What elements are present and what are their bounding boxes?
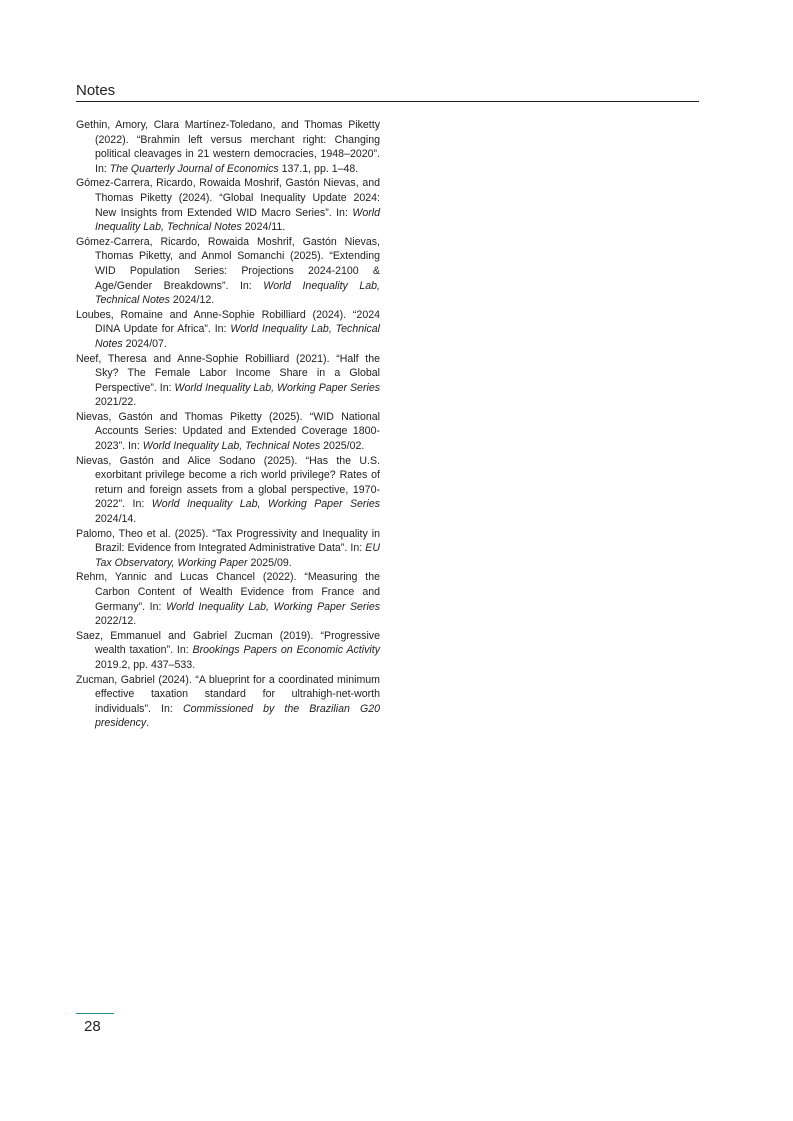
reference-details: . <box>146 717 150 730</box>
reference-text: Gómez-Carrera, Ricardo, Rowaida Moshrif, Gastón Nievas, and Thomas Piketty (2024). “Global Inequality Update 2024: New Insights from Extended WID Macro Series”. In: <box>76 177 380 219</box>
reference-text: Loubes, Romaine and Anne-Sophie Robilliard (2024). “2024 DINA Update for Africa”. In: <box>76 308 380 336</box>
reference-text: Neef, Theresa and Anne-Sophie Robilliard (2021). “Half the Sky? The Female Labor Income Share in a Global Perspective”. In: <box>76 352 380 394</box>
reference-item <box>76 308 380 352</box>
reference-details: 2019.2, pp. 437–533. <box>95 658 196 671</box>
reference-venue: World Inequality Lab, Technical Notes <box>95 279 380 307</box>
reference-item <box>76 629 380 673</box>
reference-details: 2022/12. <box>95 615 137 628</box>
reference-text: Gómez-Carrera, Ricardo, Rowaida Moshrif, Gastón Nievas, Thomas Piketty, and Anmol Somanchi (2025). “Extending WID Population Series: Projections 2024-2100 & Age/Gender Breakdowns”. In: <box>76 235 380 292</box>
reference-venue: World Inequality Lab, Working Paper Series <box>166 600 381 613</box>
page-number: 28 <box>84 1018 101 1035</box>
header-rule <box>76 101 699 102</box>
reference-details: 2025/02. <box>320 440 365 453</box>
reference-details: 2024/14. <box>95 513 137 526</box>
reference-details: 2021/22. <box>95 396 137 409</box>
reference-venue: World Inequality Lab, Working Paper Series <box>151 498 381 511</box>
reference-item <box>76 176 380 234</box>
reference-details: 2025/09. <box>247 556 292 569</box>
reference-venue: Commissioned by the Brazilian G20 presidency <box>95 702 380 730</box>
reference-text: Gethin, Amory, Clara Martínez-Toledano, and Thomas Piketty (2022). “Brahmin left versus merchant right: Changing political cleavages in 21 western democracies, 1948–2020”. In: <box>76 119 380 175</box>
reference-text: Nievas, Gastón and Alice Sodano (2025). “Has the U.S. exorbitant privilege become a rich world privilege? Rates of return and foreign assets from a global perspective, 1970-2022”. In: <box>76 454 380 511</box>
reference-text: Rehm, Yannic and Lucas Chancel (2022). “Measuring the Carbon Content of Wealth Evidence from France and Germany”. In: <box>76 571 380 613</box>
reference-text: Zucman, Gabriel (2024). “A blueprint for a coordinated minimum effective taxation standard for ultrahigh-net-worth individuals”. In: <box>76 673 380 715</box>
reference-item <box>76 235 380 308</box>
reference-venue: World Inequality Lab, Technical Notes <box>95 323 380 350</box>
page-number-rule <box>76 1013 114 1014</box>
reference-item <box>76 454 380 527</box>
reference-list <box>76 118 380 731</box>
reference-venue: World Inequality Lab, Technical Notes <box>142 440 321 453</box>
reference-item <box>76 570 380 628</box>
section-title: Notes <box>76 82 116 99</box>
reference-venue: World Inequality Lab, Technical Notes <box>95 206 380 234</box>
reference-item <box>76 352 380 410</box>
reference-venue: EU Tax Observatory, Working Paper <box>95 542 380 569</box>
reference-item <box>76 527 380 571</box>
reference-venue: Brookings Papers on Economic Activity <box>192 644 380 657</box>
reference-text: Nievas, Gastón and Thomas Piketty (2025). “WID National Accounts Series: Updated and Extended Coverage 1800-2023”. In: <box>76 410 380 453</box>
reference-details: 2024/11. <box>241 221 286 234</box>
reference-venue: World Inequality Lab, Working Paper Series <box>174 381 381 394</box>
reference-details: 137.1, pp. 1–48. <box>278 162 359 175</box>
reference-details: 2024/07. <box>122 337 167 350</box>
reference-details: 2024/12. <box>169 294 215 307</box>
reference-item <box>76 118 380 176</box>
reference-item <box>76 410 380 454</box>
reference-venue: The Quarterly Journal of Economics <box>109 162 279 175</box>
reference-item <box>76 673 380 731</box>
reference-text: Palomo, Theo et al. (2025). “Tax Progressivity and Inequality in Brazil: Evidence from Integrated Administrative Data”. In: <box>76 527 380 555</box>
reference-text: Saez, Emmanuel and Gabriel Zucman (2019). “Progressive wealth taxation”. In: <box>76 629 380 657</box>
